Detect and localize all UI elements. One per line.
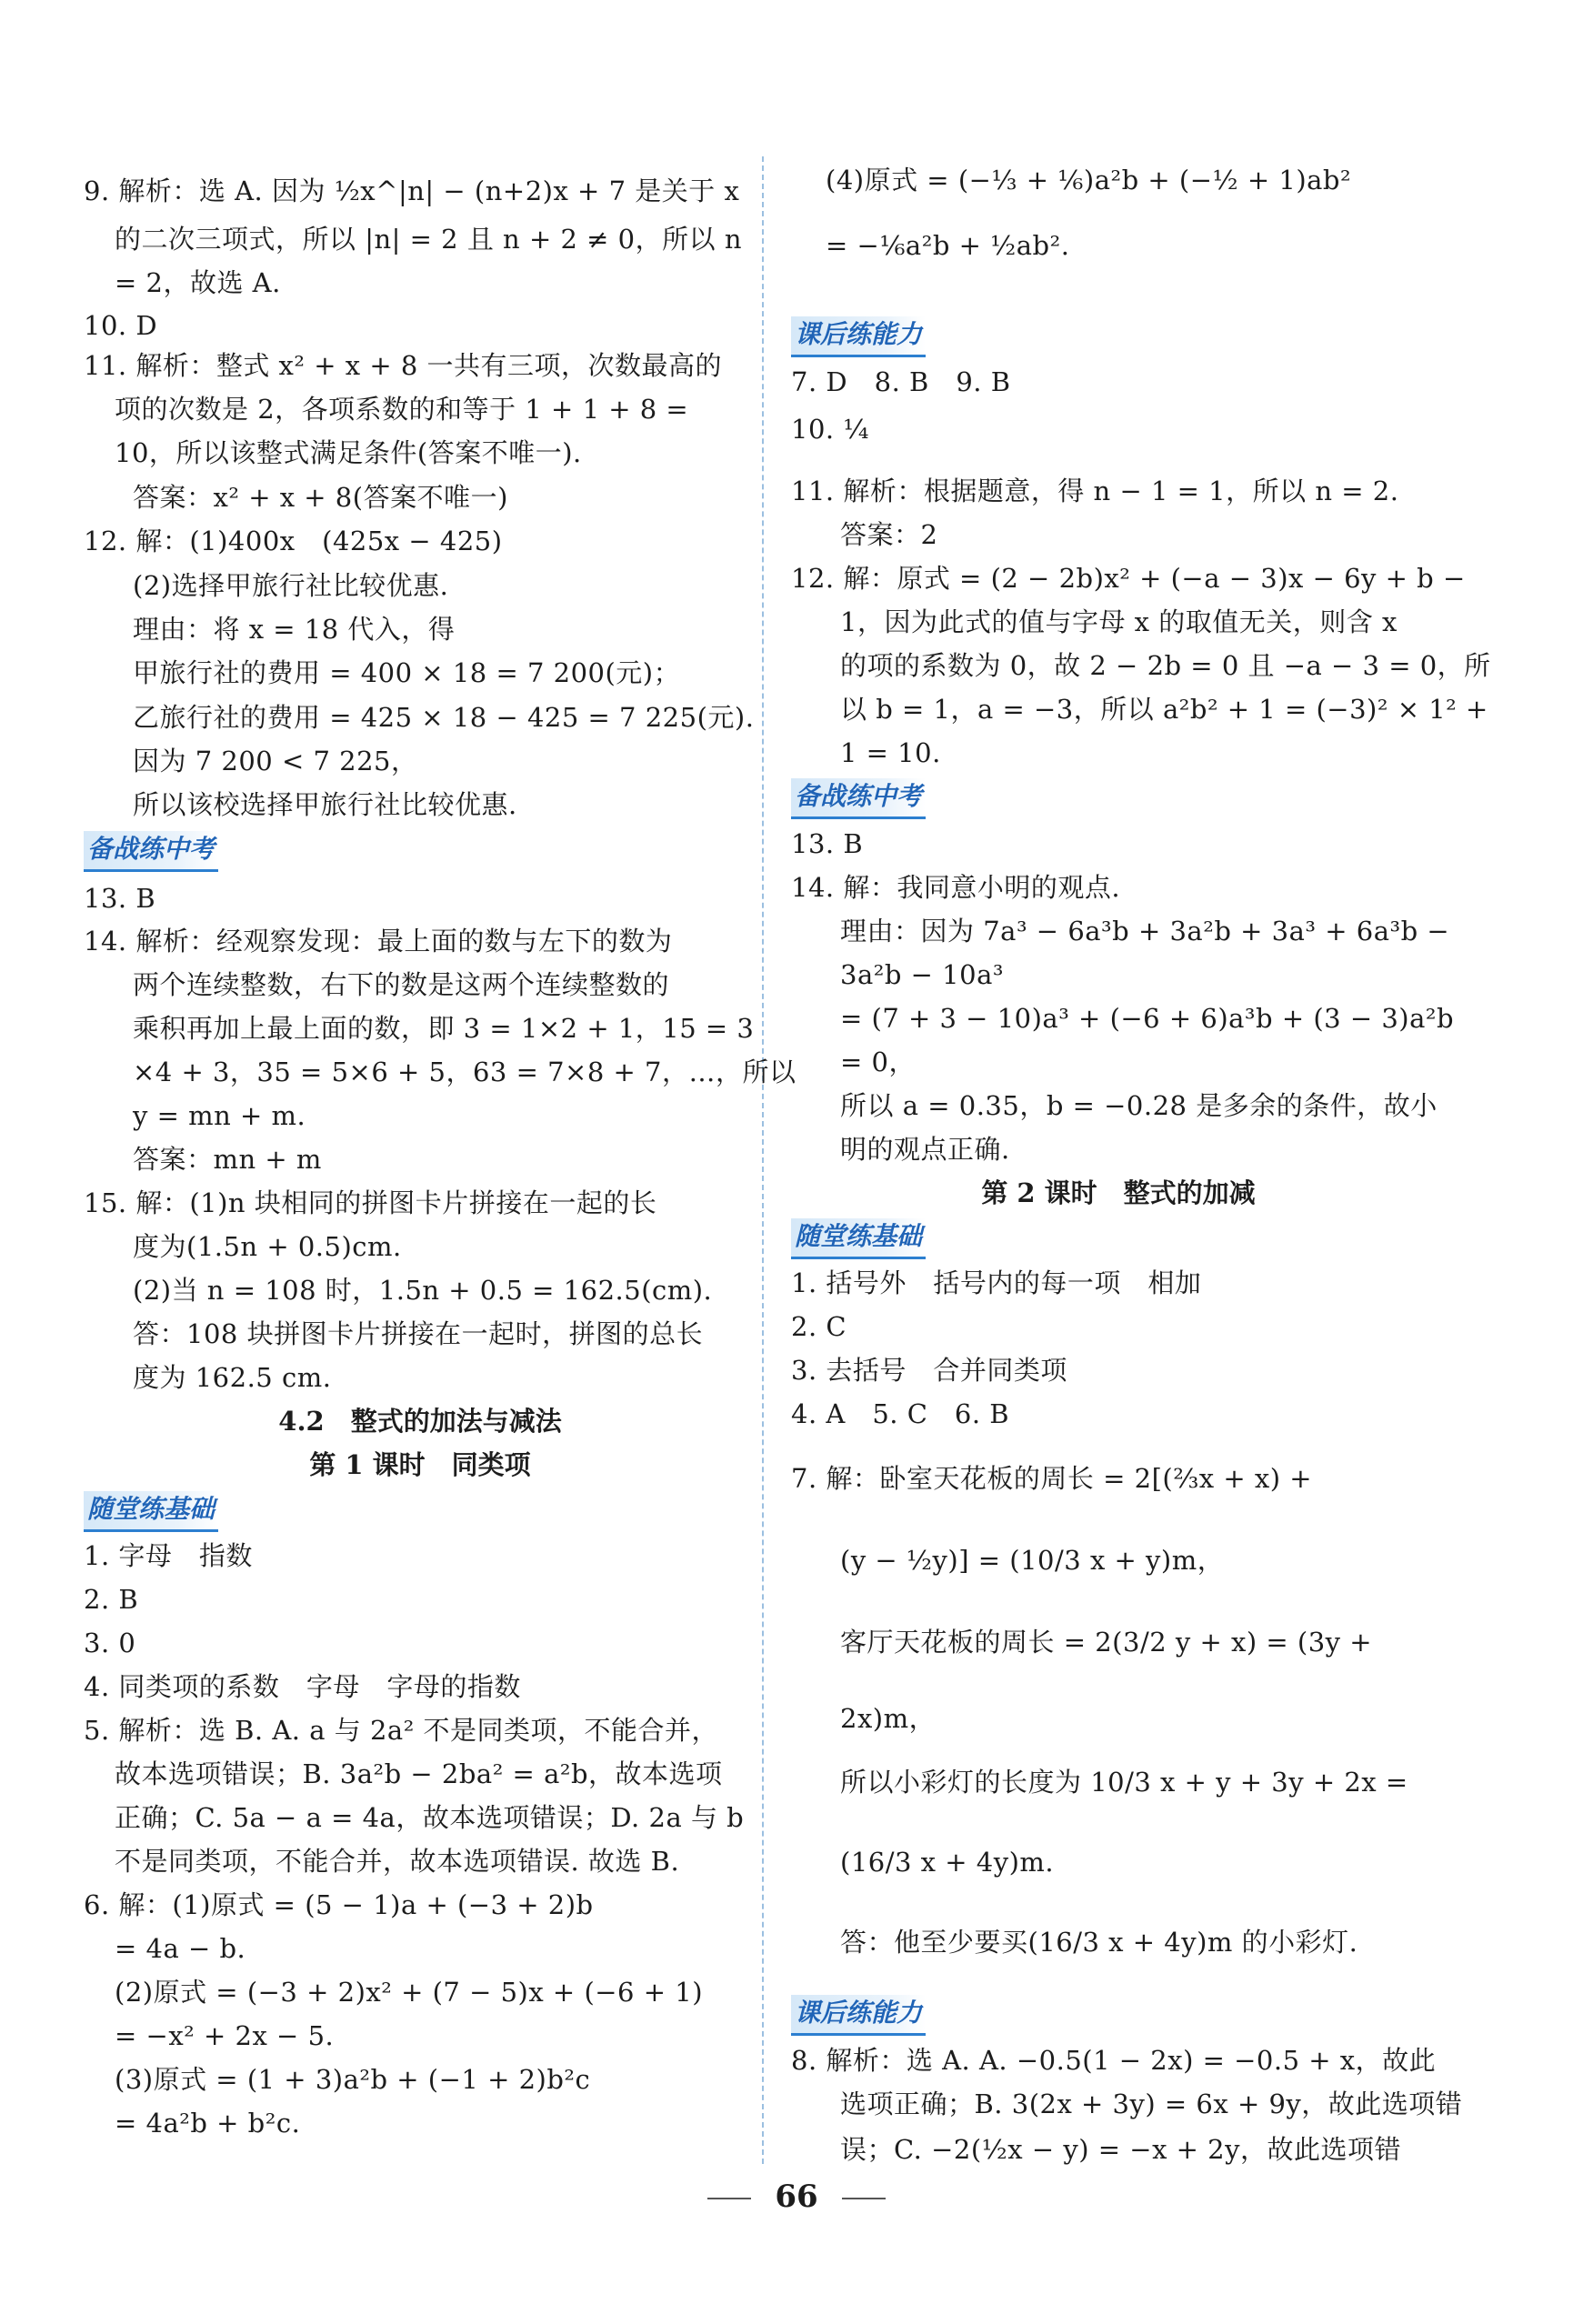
- answer-line: 4. 同类项的系数 字母 字母的指数: [84, 1671, 521, 1702]
- answer-line: 14. 解：我同意小明的观点.: [791, 872, 1121, 903]
- answer-line: 1. 字母 指数: [84, 1540, 253, 1571]
- answer-line: = 2，故选 A.: [115, 267, 281, 298]
- column-divider: [762, 156, 764, 2164]
- answer-line: 的二次三项式，所以 |n| = 2 且 n + 2 ≠ 0，所以 n: [115, 224, 743, 255]
- answer-line: 所以 a = 0.35，b = −0.28 是多余的条件，故小: [840, 1090, 1438, 1121]
- answer-line: 11. 解析：根据题意，得 n − 1 = 1，所以 n = 2.: [791, 476, 1399, 506]
- answer-line: 3. 0: [84, 1628, 136, 1658]
- section-title: 4.2 整式的加法与减法: [278, 1406, 562, 1437]
- lesson-title: 第 2 课时 整式的加减: [981, 1177, 1256, 1208]
- answer-line: 13. B: [84, 883, 156, 914]
- answer-line: (2)当 n = 108 时，1.5n + 0.5 = 162.5(cm).: [133, 1275, 713, 1306]
- answer-line: = 4a − b.: [115, 1933, 246, 1964]
- answer-line: 答：他至少要买(16/3 x + 4y)m 的小彩灯.: [840, 1927, 1358, 1958]
- answer-line: 两个连续整数，右下的数是这两个连续整数的: [133, 969, 670, 1000]
- answer-line: 故本选项错误；B. 3a²b − 2ba² = a²b，故本选项: [115, 1758, 723, 1789]
- answer-line: 甲旅行社的费用 = 400 × 18 = 7 200(元)；: [133, 657, 681, 688]
- answer-line: 5. 解析：选 B. A. a 与 2a² 不是同类项，不能合并，: [84, 1715, 719, 1746]
- answer-line: 8. 解析：选 A. A. −0.5(1 − 2x) = −0.5 + x，故此: [791, 2045, 1437, 2076]
- answer-line: 所以小彩灯的长度为 10/3 x + y + 3y + 2x =: [840, 1767, 1408, 1798]
- section-heading: 随堂练基础: [791, 1218, 926, 1259]
- answer-line: 误；C. −2(½x − y) = −x + 2y，故此选项错: [840, 2134, 1402, 2165]
- answer-line: 度为 162.5 cm.: [133, 1362, 332, 1393]
- answer-line: (16/3 x + 4y)m.: [840, 1847, 1055, 1878]
- answer-line: y = mn + m.: [133, 1100, 306, 1131]
- answer-line: 答案：mn + m: [133, 1144, 322, 1175]
- answer-line: ×4 + 3，35 = 5×6 + 5，63 = 7×8 + 7，…，所以: [133, 1057, 796, 1087]
- answer-line: (y − ½y)] = (10/3 x + y)m，: [840, 1545, 1225, 1576]
- answer-line: 乘积再加上最上面的数，即 3 = 1×2 + 1，15 = 3: [133, 1013, 755, 1044]
- answer-line: (4)原式 = (−⅓ + ⅙)a²b + (−½ + 1)ab²: [826, 165, 1352, 195]
- answer-line: 3a²b − 10a³: [840, 959, 1004, 990]
- answer-line: 明的观点正确.: [840, 1134, 1010, 1165]
- answer-line: (2)原式 = (−3 + 2)x² + (7 − 5)x + (−6 + 1): [115, 1977, 704, 2008]
- answer-line: 所以该校选择甲旅行社比较优惠.: [133, 789, 517, 820]
- answer-line: 乙旅行社的费用 = 425 × 18 − 425 = 7 225(元).: [133, 702, 755, 733]
- section-heading: 课后练能力: [791, 1995, 926, 2036]
- answer-line: 10. D: [84, 310, 158, 341]
- answer-line: 答：108 块拼图卡片拼接在一起时，拼图的总长: [133, 1318, 704, 1349]
- section-heading: 备战练中考: [84, 831, 218, 872]
- answer-line: 项的次数是 2，各项系数的和等于 1 + 1 + 8 =: [115, 394, 689, 425]
- answer-line: 不是同类项，不能合并，故本选项错误. 故选 B.: [115, 1846, 680, 1877]
- answer-line: 选项正确；B. 3(2x + 3y) = 6x + 9y，故此选项错: [840, 2089, 1463, 2119]
- answer-line: 12. 解：原式 = (2 − 2b)x² + (−a − 3)x − 6y + b −: [791, 563, 1466, 594]
- answer-line: 4. A 5. C 6. B: [791, 1398, 1010, 1429]
- answer-line: = −⅙a²b + ½ab².: [826, 230, 1070, 261]
- answer-line: 14. 解析：经观察发现：最上面的数与左下的数为: [84, 926, 673, 957]
- answer-line: (2)选择甲旅行社比较优惠.: [133, 570, 449, 601]
- answer-line: (3)原式 = (1 + 3)a²b + (−1 + 2)b²c: [115, 2064, 591, 2095]
- answer-line: 6. 解：(1)原式 = (5 − 1)a + (−3 + 2)b: [84, 1889, 594, 1920]
- section-heading: 课后练能力: [791, 316, 926, 357]
- answer-line: 2x)m，: [840, 1703, 937, 1734]
- answer-line: 度为(1.5n + 0.5)cm.: [133, 1231, 402, 1262]
- answer-line: 9. 解析：选 A. 因为 ½x^|n| − (n+2)x + 7 是关于 x: [84, 175, 740, 206]
- answer-line: 正确；C. 5a − a = 4a，故本选项错误；D. 2a 与 b: [115, 1802, 745, 1833]
- answer-line: 答案：2: [840, 519, 938, 550]
- lesson-title: 第 1 课时 同类项: [309, 1449, 531, 1480]
- answer-line: 3. 去括号 合并同类项: [791, 1355, 1067, 1386]
- answer-line: 1，因为此式的值与字母 x 的取值无关，则含 x: [840, 606, 1398, 637]
- section-heading: 随堂练基础: [84, 1491, 218, 1532]
- answer-line: 的项的系数为 0，故 2 − 2b = 0 且 −a − 3 = 0，所: [840, 650, 1491, 681]
- answer-line: 10. ¼: [791, 414, 869, 445]
- answer-line: 理由：将 x = 18 代入，得: [133, 614, 456, 645]
- answer-line: 理由：因为 7a³ − 6a³b + 3a²b + 3a³ + 6a³b −: [840, 916, 1450, 947]
- answer-line: = (7 + 3 − 10)a³ + (−6 + 6)a³b + (3 − 3)a²b: [840, 1003, 1455, 1034]
- answer-line: 13. B: [791, 828, 864, 859]
- answer-line: 1 = 10.: [840, 737, 941, 768]
- page-number: 66: [0, 2179, 1593, 2215]
- answer-line: 2. C: [791, 1311, 847, 1342]
- answer-line: 客厅天花板的周长 = 2(3/2 y + x) = (3y +: [840, 1627, 1373, 1658]
- answer-line: = −x² + 2x − 5.: [115, 2020, 335, 2051]
- section-heading: 备战练中考: [791, 778, 926, 819]
- answer-line: 7. D 8. B 9. B: [791, 366, 1011, 397]
- answer-line: 1. 括号外 括号内的每一项 相加: [791, 1267, 1202, 1298]
- answer-line: = 0，: [840, 1047, 916, 1077]
- answer-line: 7. 解：卧室天花板的周长 = 2[(⅔x + x) +: [791, 1463, 1313, 1494]
- answer-line: 以 b = 1，a = −3，所以 a²b² + 1 = (−3)² × 1² +: [840, 694, 1488, 725]
- answer-line: 11. 解析：整式 x² + x + 8 一共有三项，次数最高的: [84, 350, 723, 381]
- answer-line: 2. B: [84, 1584, 139, 1615]
- answer-line: 10，所以该整式满足条件(答案不唯一).: [115, 437, 582, 468]
- answer-line: = 4a²b + b²c.: [115, 2108, 301, 2139]
- answer-line: 因为 7 200 < 7 225，: [133, 746, 418, 776]
- answer-line: 答案：x² + x + 8(答案不唯一): [133, 482, 508, 513]
- answer-line: 12. 解：(1)400x (425x − 425): [84, 526, 503, 556]
- answer-line: 15. 解：(1)n 块相同的拼图卡片拼接在一起的长: [84, 1187, 657, 1218]
